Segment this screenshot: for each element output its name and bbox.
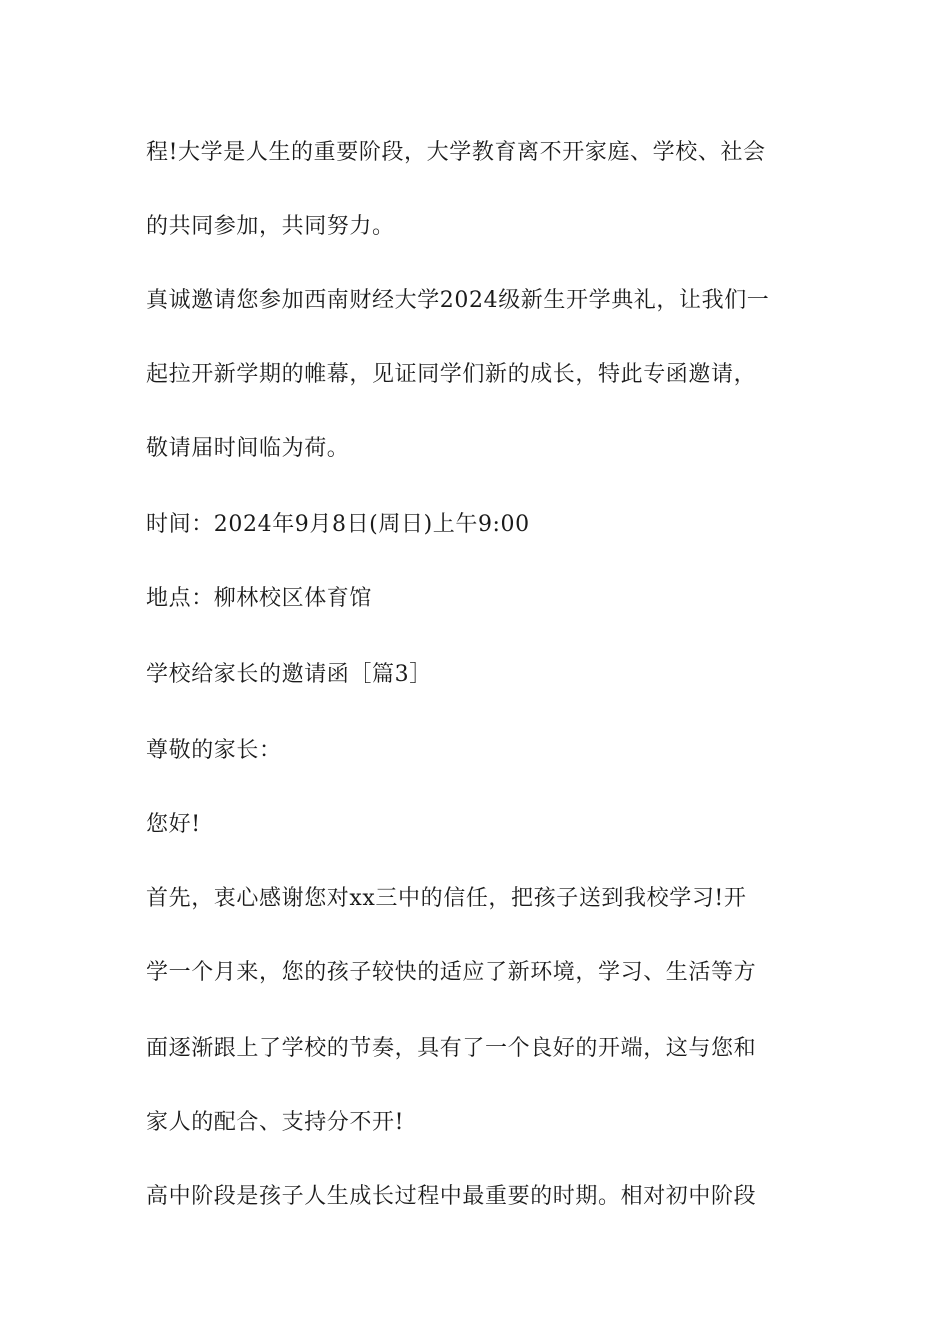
paragraph-line: 程!大学是人生的重要阶段，大学教育离不开家庭、学校、社会 <box>146 140 766 165</box>
greeting: 您好! <box>146 812 201 837</box>
paragraph-line: 真诚邀请您参加西南财经大学2024级新生开学典礼，让我们一 <box>146 288 770 313</box>
paragraph-line: 面逐渐跟上了学校的节奏，具有了一个良好的开端，这与您和 <box>146 1036 757 1061</box>
paragraph-line: 高中阶段是孩子人生成长过程中最重要的时期。相对初中阶段 <box>146 1184 757 1209</box>
event-location-line: 地点：柳林校区体育馆 <box>146 586 373 611</box>
paragraph-line: 起拉开新学期的帷幕，见证同学们新的成长，特此专函邀请， <box>146 362 757 387</box>
paragraph-line: 家人的配合、支持分不开! <box>146 1110 405 1135</box>
event-time-line: 时间：2024年9月8日(周日)上午9:00 <box>146 512 530 537</box>
paragraph-line: 首先，衷心感谢您对xx三中的信任，把孩子送到我校学习!开 <box>146 886 747 911</box>
salutation: 尊敬的家长： <box>146 738 282 763</box>
paragraph-line: 的共同参加，共同努力。 <box>146 214 395 239</box>
paragraph-line: 敬请届时间临为荷。 <box>146 436 350 461</box>
paragraph-line: 学一个月来，您的孩子较快的适应了新环境，学习、生活等方 <box>146 960 757 985</box>
section-heading: 学校给家长的邀请函［篇3］ <box>146 662 432 687</box>
